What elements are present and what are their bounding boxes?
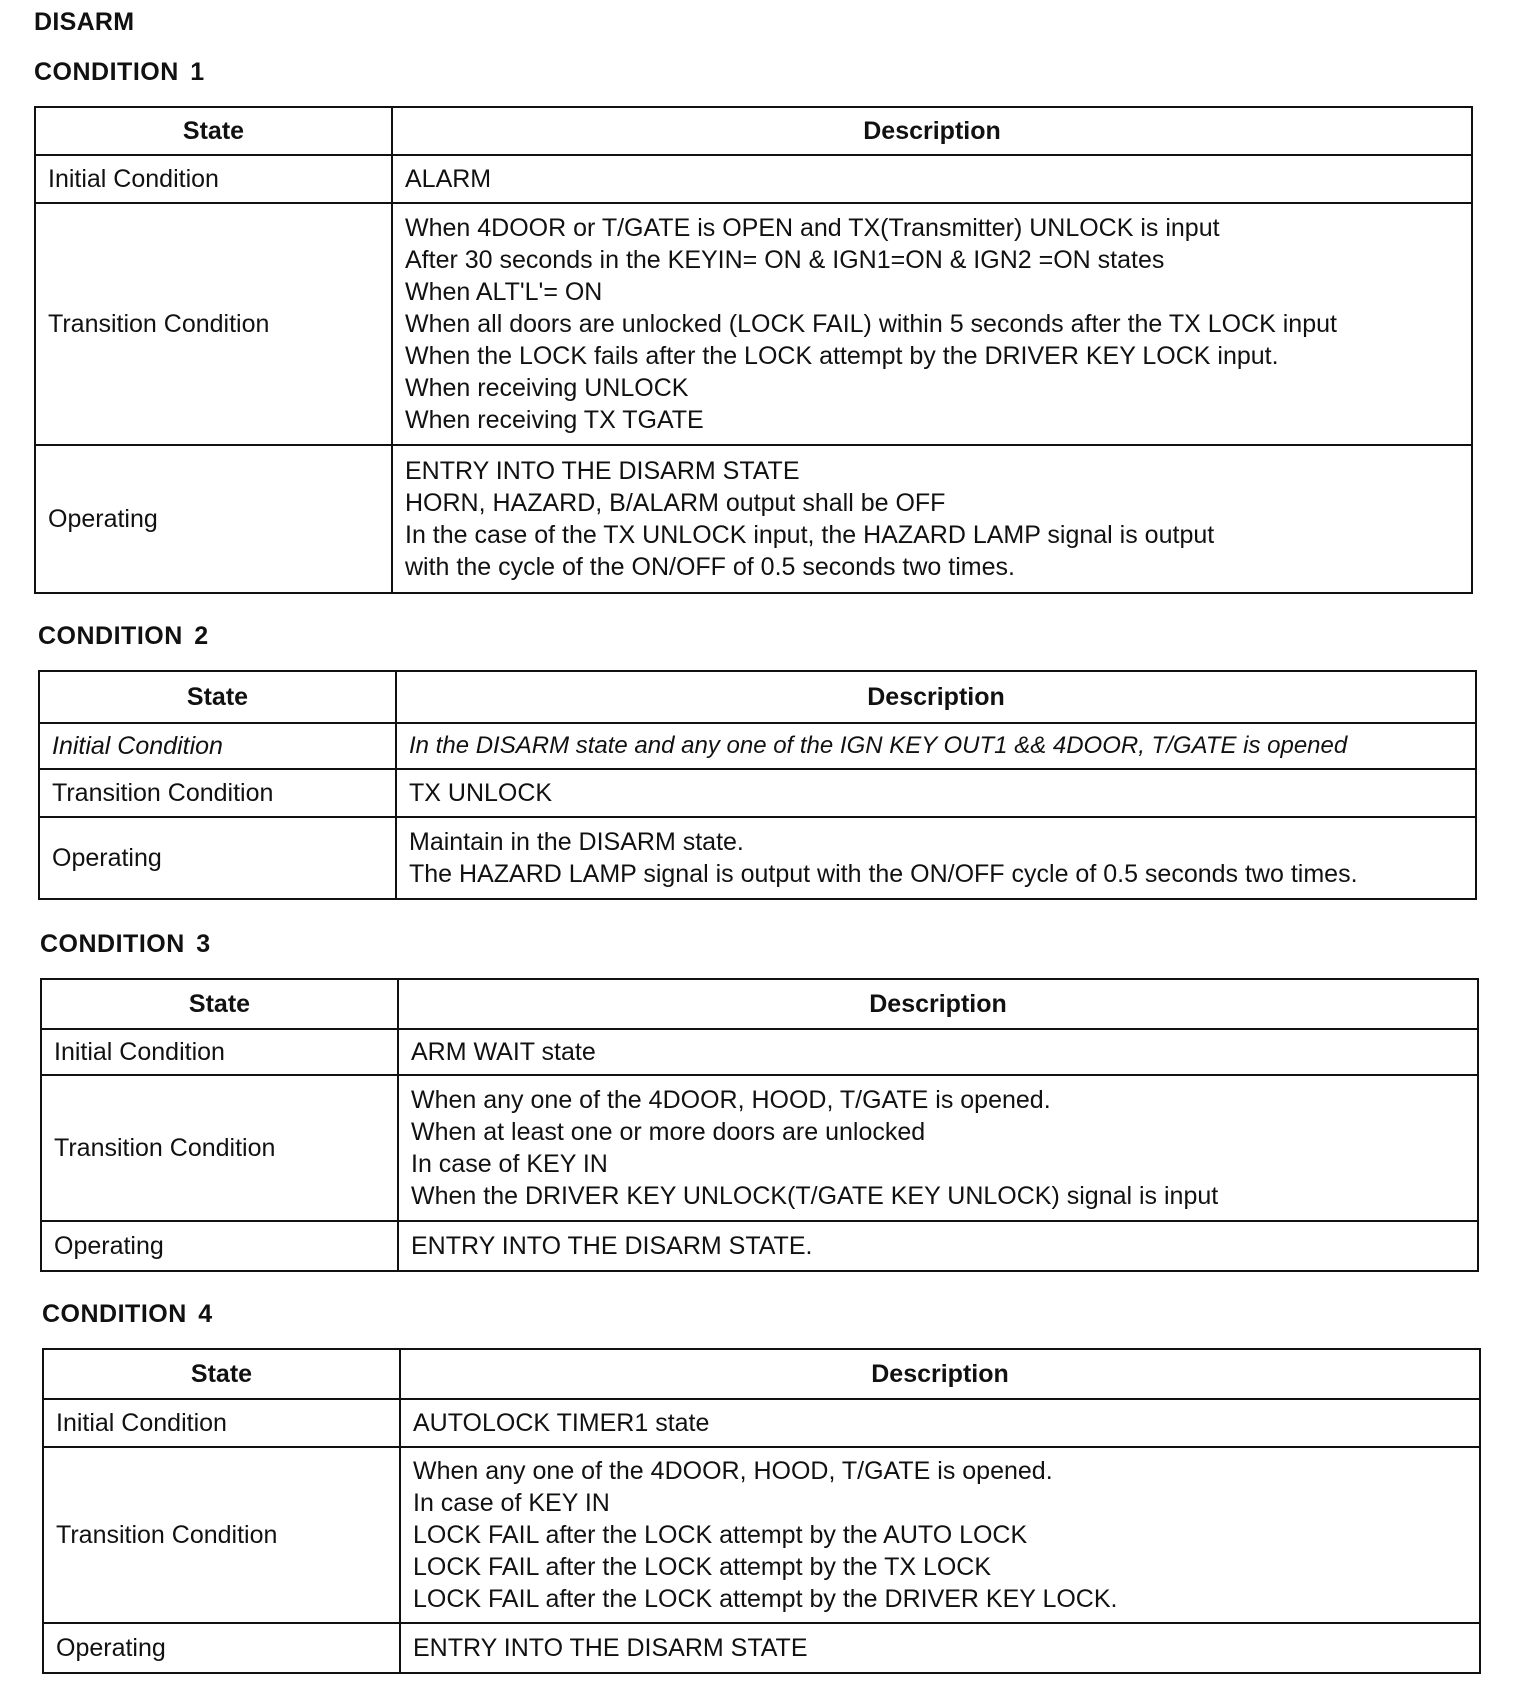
state-cell: Operating <box>35 445 392 593</box>
description-cell <box>392 445 1472 593</box>
table-row <box>35 155 1472 203</box>
description-line: When the DRIVER KEY UNLOCK(T/GATE KEY UNLOCK) signal is input <box>411 1182 1219 1210</box>
table-row <box>35 445 1472 593</box>
description-line: When receiving TX TGATE <box>405 406 704 434</box>
table-header-row <box>43 1349 1480 1399</box>
description-line: Maintain in the DISARM state. <box>409 828 744 856</box>
description-line: LOCK FAIL after the LOCK attempt by the TX LOCK <box>413 1553 992 1581</box>
description-line: When all doors are unlocked (LOCK FAIL) within 5 seconds after the TX LOCK input <box>405 310 1337 338</box>
condition-3-table <box>40 978 1479 1272</box>
description-cell <box>392 155 1472 203</box>
condition-4-table <box>42 1348 1481 1674</box>
table-row <box>35 203 1472 445</box>
description-header: Description <box>398 979 1478 1029</box>
description-cell <box>398 1075 1478 1221</box>
description-line: In case of KEY IN <box>413 1489 610 1517</box>
condition-2-heading: CONDITION 2 <box>38 622 209 650</box>
description-header: Description <box>396 671 1476 723</box>
state-cell: Transition Condition <box>43 1447 400 1623</box>
description-line: After 30 seconds in the KEYIN= ON & IGN1=ON & IGN2 =ON states <box>405 246 1165 274</box>
state-header: State <box>41 979 398 1029</box>
description-cell <box>400 1623 1480 1673</box>
condition-2-table <box>38 670 1477 900</box>
condition-3-heading: CONDITION 3 <box>40 930 211 958</box>
description-line: TX UNLOCK <box>409 779 553 807</box>
description-line: When any one of the 4DOOR, HOOD, T/GATE is opened. <box>411 1086 1051 1114</box>
description-cell <box>396 723 1476 769</box>
state-cell: Transition Condition <box>35 203 392 445</box>
table-header-row <box>35 107 1472 155</box>
state-cell: Initial Condition <box>43 1399 400 1447</box>
description-header: Description <box>400 1349 1480 1399</box>
description-line: When any one of the 4DOOR, HOOD, T/GATE is opened. <box>413 1457 1053 1485</box>
description-header: Description <box>392 107 1472 155</box>
state-cell: Operating <box>39 817 396 899</box>
description-line: In case of KEY IN <box>411 1150 608 1178</box>
description-line: When receiving UNLOCK <box>405 374 689 402</box>
condition-4-heading: CONDITION 4 <box>42 1300 213 1328</box>
description-line: ALARM <box>405 165 492 193</box>
state-cell: Initial Condition <box>41 1029 398 1075</box>
description-cell <box>392 203 1472 445</box>
description-line: In the DISARM state and any one of the IGN KEY OUT1 && 4DOOR, T/GATE is opened <box>409 732 1348 759</box>
description-line: When at least one or more doors are unlocked <box>411 1118 926 1146</box>
state-cell: Transition Condition <box>41 1075 398 1221</box>
table-row <box>43 1447 1480 1623</box>
description-line: HORN, HAZARD, B/ALARM output shall be OFF <box>405 489 946 517</box>
description-cell <box>398 1029 1478 1075</box>
table-row <box>39 817 1476 899</box>
state-header: State <box>43 1349 400 1399</box>
description-cell <box>400 1447 1480 1623</box>
description-cell <box>396 769 1476 817</box>
state-cell: Initial Condition <box>35 155 392 203</box>
table-header-row <box>39 671 1476 723</box>
description-line: When the LOCK fails after the LOCK attempt by the DRIVER KEY LOCK input. <box>405 342 1279 370</box>
description-cell <box>398 1221 1478 1271</box>
table-row <box>43 1399 1480 1447</box>
description-line: The HAZARD LAMP signal is output with the ON/OFF cycle of 0.5 seconds two times. <box>409 860 1358 888</box>
state-cell: Initial Condition <box>39 723 396 769</box>
table-row <box>43 1623 1480 1673</box>
description-line: ENTRY INTO THE DISARM STATE <box>413 1634 808 1662</box>
description-line: LOCK FAIL after the LOCK attempt by the DRIVER KEY LOCK. <box>413 1585 1118 1613</box>
description-line: In the case of the TX UNLOCK input, the HAZARD LAMP signal is output <box>405 521 1215 549</box>
state-cell: Transition Condition <box>39 769 396 817</box>
description-line: When 4DOOR or T/GATE is OPEN and TX(Transmitter) UNLOCK is input <box>405 214 1220 242</box>
description-line: LOCK FAIL after the LOCK attempt by the AUTO LOCK <box>413 1521 1028 1549</box>
table-row <box>41 1075 1478 1221</box>
state-header: State <box>39 671 396 723</box>
table-row <box>39 723 1476 769</box>
description-line: AUTOLOCK TIMER1 state <box>413 1409 710 1437</box>
description-line: ARM WAIT state <box>411 1038 596 1066</box>
state-cell: Operating <box>41 1221 398 1271</box>
table-header-row <box>41 979 1478 1029</box>
state-cell: Operating <box>43 1623 400 1673</box>
table-row <box>39 769 1476 817</box>
state-header: State <box>35 107 392 155</box>
description-line: ENTRY INTO THE DISARM STATE. <box>411 1232 813 1260</box>
table-row <box>41 1221 1478 1271</box>
table-row <box>41 1029 1478 1075</box>
description-line: ENTRY INTO THE DISARM STATE <box>405 457 800 485</box>
page-title: DISARM <box>34 8 135 36</box>
description-line: with the cycle of the ON/OFF of 0.5 seconds two times. <box>405 553 1015 581</box>
description-cell <box>396 817 1476 899</box>
condition-1-table <box>34 106 1473 594</box>
description-line: When ALT'L'= ON <box>405 278 603 306</box>
condition-1-heading: CONDITION 1 <box>34 58 205 86</box>
description-cell <box>400 1399 1480 1447</box>
